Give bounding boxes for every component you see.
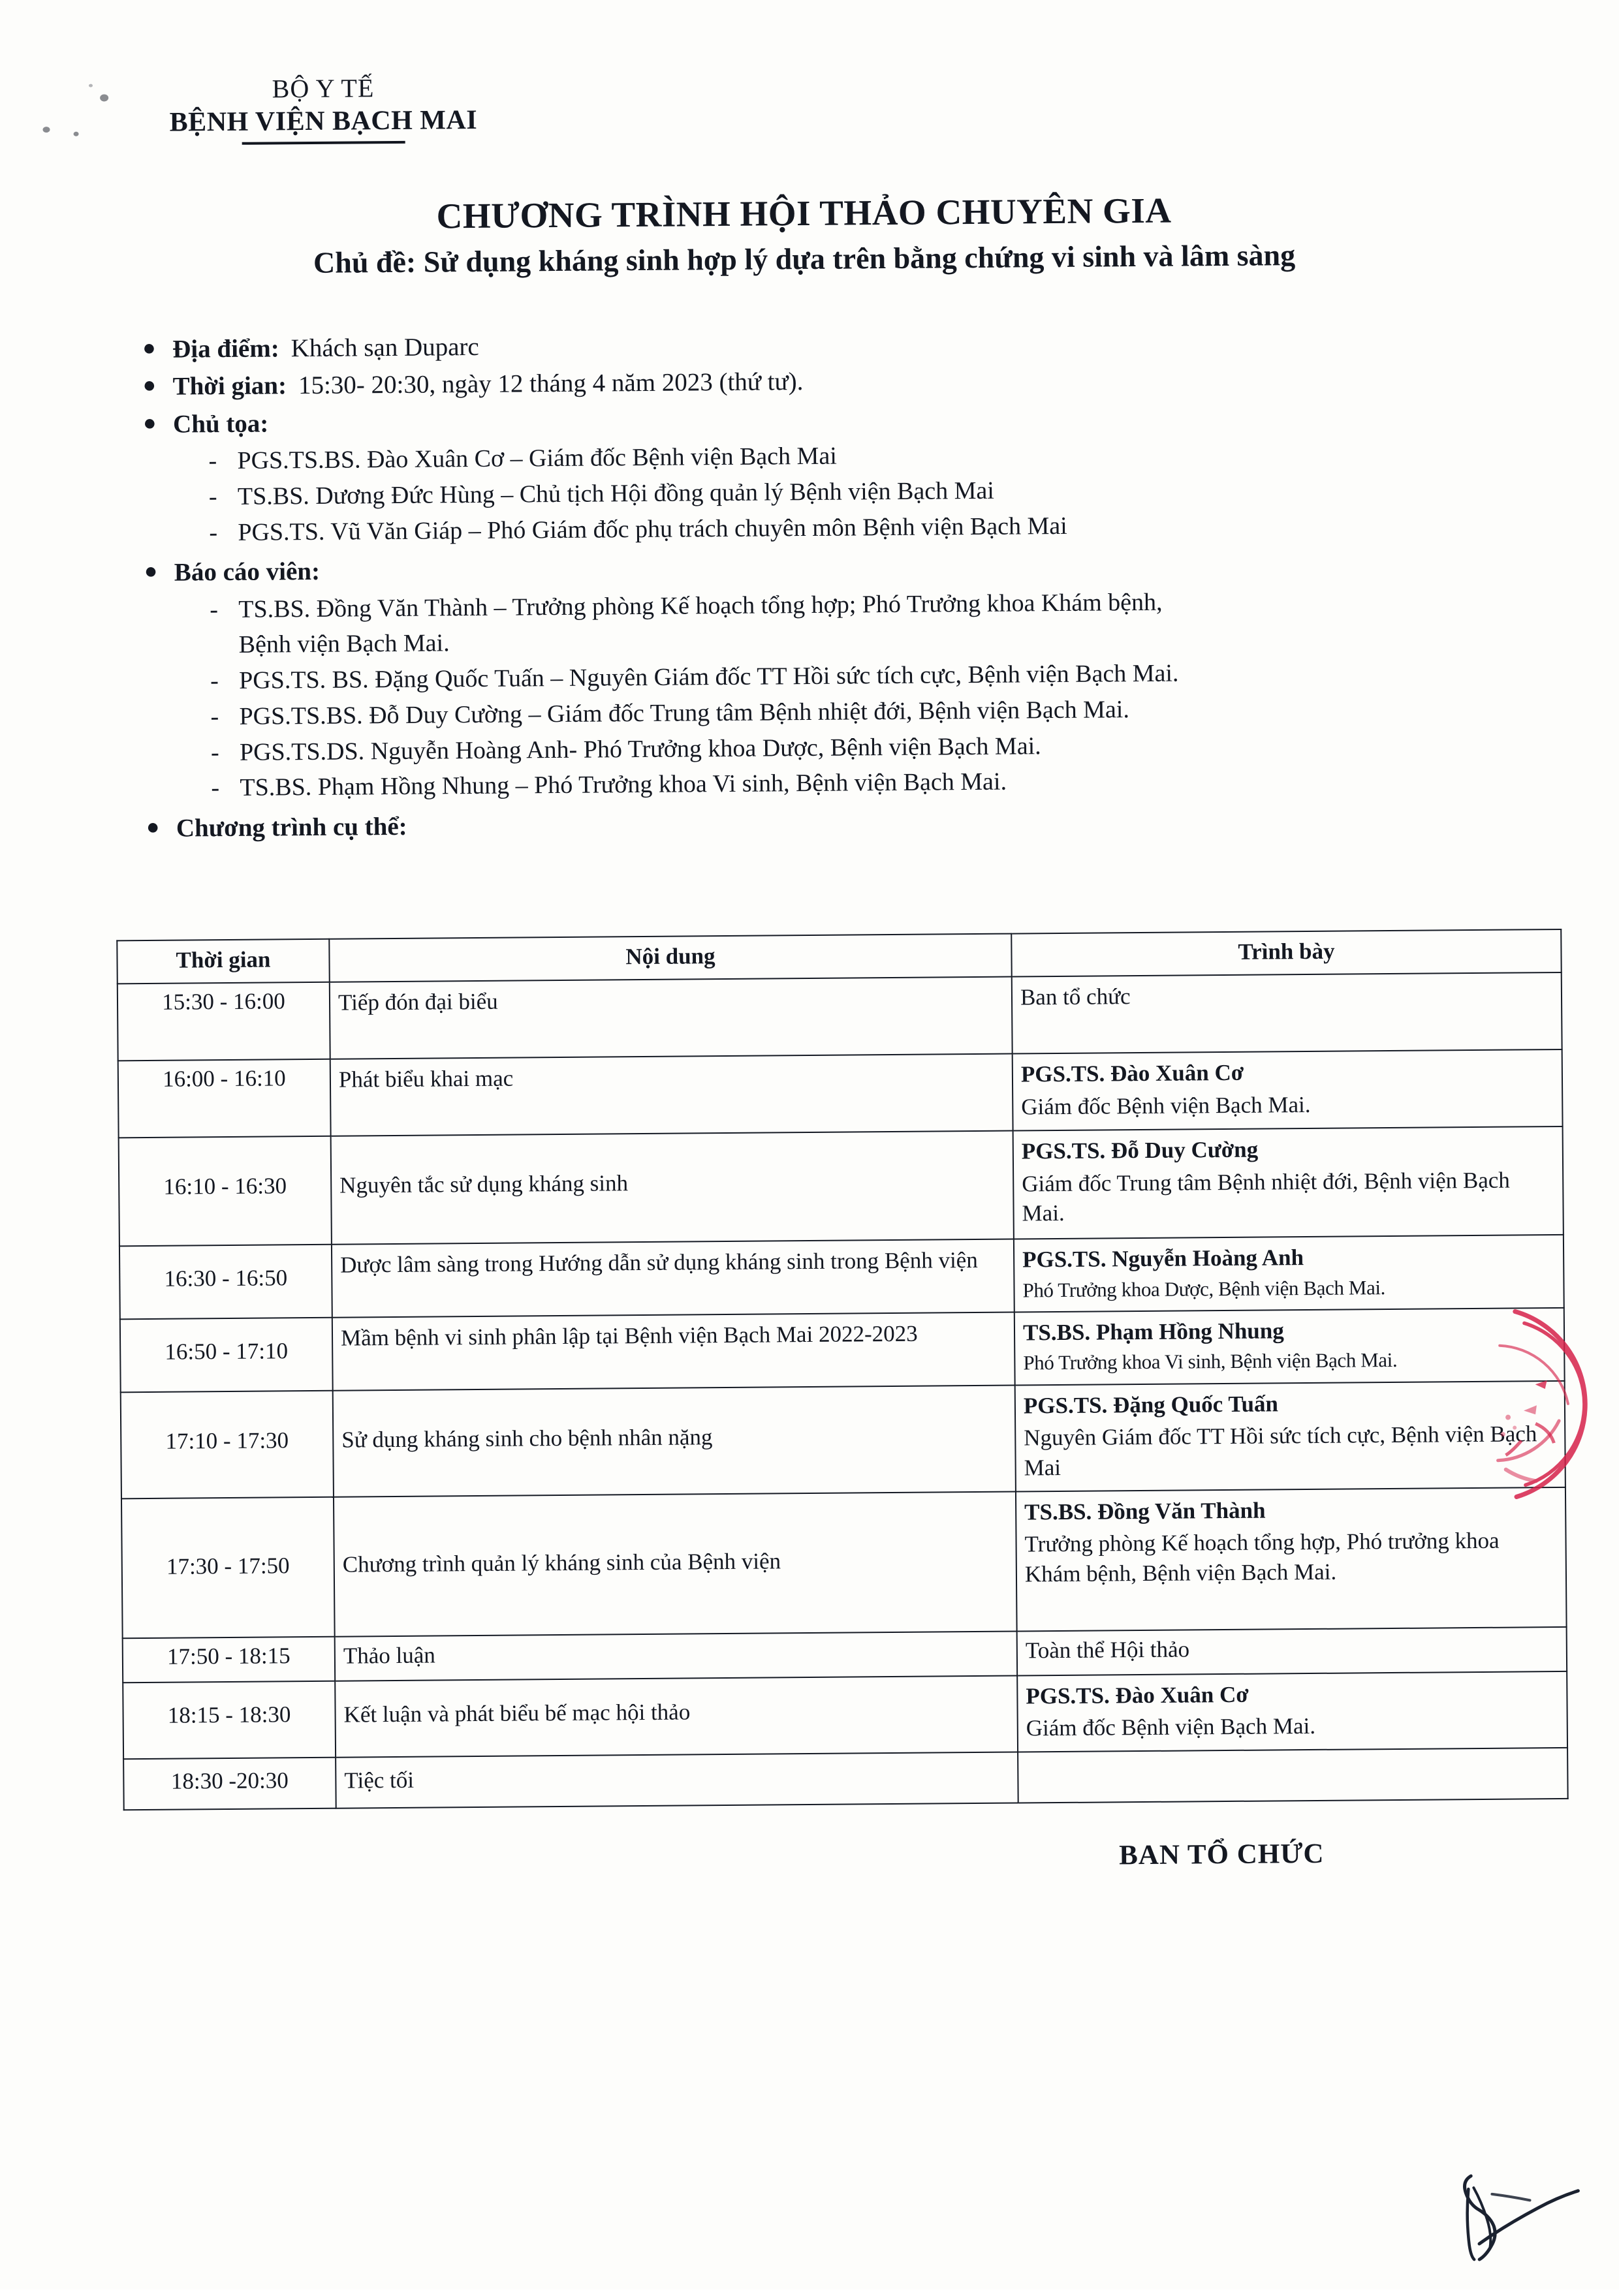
bullet-icon: ● bbox=[144, 559, 158, 584]
handwritten-signature bbox=[1387, 2148, 1604, 2280]
bullet-icon: ● bbox=[142, 335, 156, 360]
cell-time: 17:50 - 18:15 bbox=[123, 1636, 336, 1683]
dash-icon: - bbox=[210, 702, 219, 731]
presenter-name: TS.BS. Đồng Văn Thành bbox=[1024, 1497, 1266, 1525]
dash-icon: - bbox=[211, 774, 220, 802]
cell-presenter bbox=[1016, 1487, 1567, 1632]
cell-time: 16:00 - 16:10 bbox=[118, 1059, 331, 1138]
chair-name: PGS.TS.BS. Đào Xuân Cơ – Giám đốc Bệnh viện Bạch Mai bbox=[237, 442, 837, 474]
cell-topic: Nguyên tắc sử dụng kháng sinh bbox=[331, 1131, 1014, 1245]
table-row bbox=[118, 972, 1562, 1061]
cell-presenter bbox=[1018, 1748, 1568, 1803]
presenter-plain: Toàn thể Hội thảo bbox=[1025, 1636, 1190, 1664]
cell-time: 16:50 - 17:10 bbox=[120, 1318, 333, 1392]
cell-topic: Mầm bệnh vi sinh phân lập tại Bệnh viện Bạch Mai 2022-2023 bbox=[332, 1312, 1015, 1390]
hospital-name: BỆNH VIỆN BẠCH MAI bbox=[169, 104, 478, 138]
chair-list bbox=[143, 433, 1554, 551]
presenter-role: Giám đốc Bệnh viện Bạch Mai. bbox=[1026, 1713, 1316, 1741]
venue-value: Khách sạn Duparc bbox=[291, 332, 479, 363]
scan-speck bbox=[100, 94, 108, 101]
cell-topic: Kết luận và phát biểu bế mạc hội thảo bbox=[335, 1675, 1018, 1757]
ministry-name: BỘ Y TẾ bbox=[272, 73, 375, 104]
bullet-icon: ● bbox=[142, 373, 157, 398]
cell-presenter bbox=[1014, 1308, 1565, 1385]
presenter-role: Nguyên Giám đốc TT Hồi sức tích cực, Bệnh viện Bạch Mai bbox=[1024, 1421, 1537, 1481]
speaker-name: TS.BS. Phạm Hồng Nhung – Phó Trưởng khoa Vi sinh, Bệnh viện Bạch Mai. bbox=[240, 768, 1007, 802]
scan-speck bbox=[89, 84, 93, 87]
page-subtitle: Chủ đề: Sử dụng kháng sinh hợp lý dựa trên bằng chứng vi sinh và lâm sàng bbox=[313, 238, 1296, 279]
cell-time: 15:30 - 16:00 bbox=[118, 982, 330, 1061]
cell-presenter bbox=[1012, 972, 1562, 1054]
table-row bbox=[119, 1126, 1564, 1246]
cell-time: 18:30 -20:30 bbox=[123, 1757, 336, 1810]
presenter-name: PGS.TS. Nguyễn Hoàng Anh bbox=[1022, 1245, 1304, 1273]
dash-icon: - bbox=[210, 595, 219, 623]
presenter-name: TS.BS. Phạm Hồng Nhung bbox=[1022, 1318, 1284, 1346]
cell-topic: Dược lâm sàng trong Hướng dẫn sử dụng kháng sinh trong Bệnh viện bbox=[332, 1239, 1014, 1318]
presenter-role: Trưởng phòng Kế hoạch tổng hợp, Phó trưởng khoa Khám bệnh, Bệnh viện Bạch Mai. bbox=[1024, 1527, 1500, 1587]
page-title: CHƯƠNG TRÌNH HỘI THẢO CHUYÊN GIA bbox=[436, 190, 1172, 236]
table-row bbox=[123, 1671, 1567, 1759]
schedule-table bbox=[116, 929, 1568, 1810]
presenter-role: Phó Trưởng khoa Dược, Bệnh viện Bạch Mai. bbox=[1022, 1275, 1386, 1301]
table-row bbox=[119, 1235, 1564, 1319]
table-row bbox=[123, 1748, 1568, 1810]
presenter-name: PGS.TS. Đào Xuân Cơ bbox=[1026, 1681, 1249, 1709]
dash-icon: - bbox=[210, 667, 219, 695]
info-block bbox=[142, 320, 1556, 848]
cell-presenter bbox=[1017, 1627, 1567, 1676]
presenter-plain: Ban tổ chức bbox=[1020, 984, 1131, 1010]
scan-speck bbox=[74, 132, 79, 136]
cell-presenter bbox=[1013, 1049, 1563, 1131]
cell-presenter bbox=[1014, 1235, 1564, 1312]
cell-presenter bbox=[1017, 1671, 1567, 1752]
column-header-presenter: Trình bày bbox=[1011, 929, 1561, 977]
organizer-footer: BAN TỔ CHỨC bbox=[1118, 1838, 1325, 1871]
speaker-label: Báo cáo viên: bbox=[174, 557, 321, 587]
presenter-name: PGS.TS. Đỗ Duy Cường bbox=[1021, 1136, 1259, 1164]
time-label: Thời gian: bbox=[172, 371, 287, 401]
cell-presenter bbox=[1015, 1381, 1565, 1492]
cell-time: 17:30 - 17:50 bbox=[121, 1497, 335, 1638]
time-value: 15:30- 20:30, ngày 12 tháng 4 năm 2023 (thứ tư). bbox=[298, 367, 804, 400]
cell-topic: Chương trình quản lý kháng sinh của Bệnh viện bbox=[334, 1491, 1017, 1636]
speaker-name: TS.BS. Đồng Văn Thành – Trưởng phòng Kế hoạch tổng hợp; Phó Trưởng khoa Khám bệnh, bbox=[238, 588, 1163, 623]
bullet-icon: ● bbox=[142, 411, 157, 435]
cell-time: 16:10 - 16:30 bbox=[119, 1136, 332, 1247]
dash-icon: - bbox=[208, 482, 217, 511]
info-program-row bbox=[146, 799, 1556, 846]
scan-speck bbox=[42, 127, 50, 132]
cell-topic: Tiệc tối bbox=[336, 1752, 1018, 1808]
dash-icon: - bbox=[210, 738, 219, 766]
program-label: Chương trình cụ thể: bbox=[176, 812, 407, 843]
column-header-time: Thời gian bbox=[117, 939, 330, 984]
chair-name: PGS.TS. Vũ Văn Giáp – Phó Giám đốc phụ trách chuyên môn Bệnh viện Bạch Mai bbox=[238, 512, 1067, 546]
cell-topic: Sử dụng kháng sinh cho bệnh nhân nặng bbox=[333, 1385, 1016, 1497]
presenter-name: PGS.TS. Đặng Quốc Tuấn bbox=[1023, 1390, 1279, 1419]
bullet-icon: ● bbox=[146, 814, 160, 839]
presenter-role: Giám đốc Bệnh viện Bạch Mai. bbox=[1021, 1091, 1311, 1119]
presenter-name: PGS.TS. Đào Xuân Cơ bbox=[1020, 1059, 1244, 1087]
column-header-topic: Nội dung bbox=[329, 934, 1011, 982]
presenter-role: Phó Trưởng khoa Vi sinh, Bệnh viện Bạch Mai. bbox=[1023, 1348, 1398, 1374]
chair-name: TS.BS. Dương Đức Hùng – Chủ tịch Hội đồng quản lý Bệnh viện Bạch Mai bbox=[237, 476, 995, 510]
cell-time: 17:10 - 17:30 bbox=[121, 1390, 334, 1498]
cell-time: 16:30 - 16:50 bbox=[119, 1245, 332, 1319]
presenter-plain bbox=[1026, 1754, 1559, 1758]
venue-label: Địa điểm: bbox=[172, 334, 279, 364]
table-row bbox=[121, 1381, 1565, 1498]
dash-icon: - bbox=[209, 518, 218, 546]
chair-label: Chủ tọa: bbox=[172, 409, 269, 439]
letterhead-rule bbox=[242, 141, 405, 145]
presenter-role: Giám đốc Trung tâm Bệnh nhiệt đới, Bệnh viện Bạch Mai. bbox=[1022, 1167, 1510, 1226]
table-row bbox=[118, 1049, 1563, 1138]
dash-icon: - bbox=[208, 447, 217, 475]
speaker-name: PGS.TS.DS. Nguyễn Hoàng Anh- Phó Trưởng khoa Dược, Bệnh viện Bạch Mai. bbox=[239, 732, 1041, 766]
cell-presenter bbox=[1013, 1126, 1564, 1239]
letterhead bbox=[140, 71, 507, 146]
speaker-name-continued: Bệnh viện Bạch Mai. bbox=[238, 629, 450, 659]
table-row bbox=[121, 1487, 1567, 1638]
speaker-name: PGS.TS.BS. Đỗ Duy Cường – Giám đốc Trung tâm Bệnh nhiệt đới, Bệnh viện Bạch Mai. bbox=[239, 695, 1130, 730]
cell-time: 18:15 - 18:30 bbox=[123, 1681, 336, 1759]
cell-topic: Phát biểu khai mạc bbox=[330, 1054, 1013, 1136]
table-row bbox=[120, 1308, 1565, 1392]
cell-topic: Thảo luận bbox=[335, 1631, 1018, 1681]
cell-topic: Tiếp đón đại biểu bbox=[330, 977, 1013, 1059]
speaker-list bbox=[144, 582, 1556, 807]
speaker-name: PGS.TS. BS. Đặng Quốc Tuấn – Nguyên Giám đốc TT Hồi sức tích cực, Bệnh viện Bạch Mai. bbox=[238, 659, 1179, 694]
